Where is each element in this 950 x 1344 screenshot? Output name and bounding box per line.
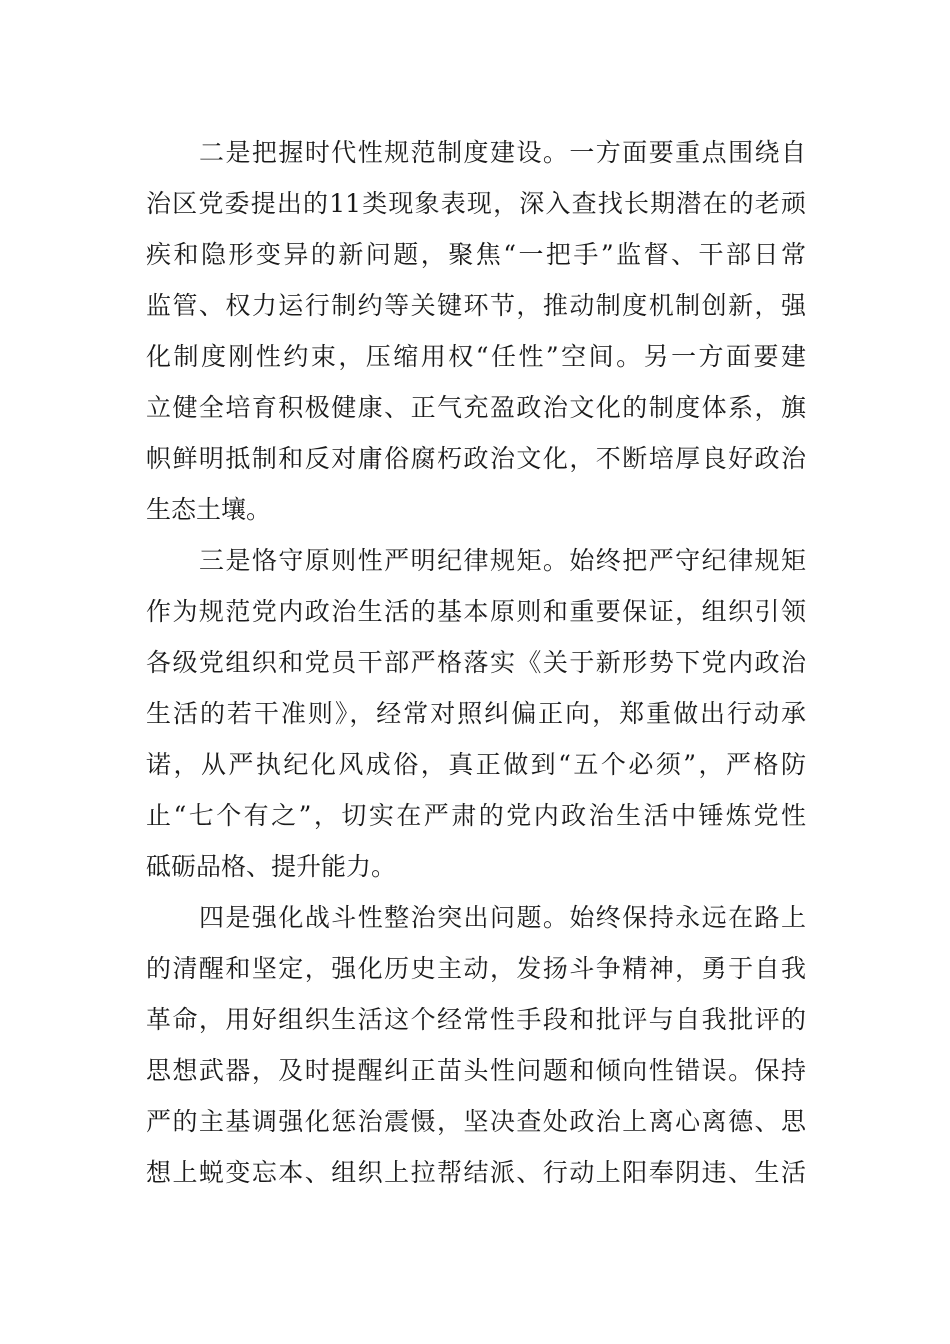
paragraph-line: 立健全培育积极健康、正气充盈政治文化的制度体系，旗 [146,393,806,422]
paragraph-line: 治区党委提出的11类现象表现，深入查找长期潜在的老顽 [146,189,806,218]
paragraph-line: 止“七个有之”，切实在严肃的党内政治生活中锤炼党性 [146,801,806,830]
paragraph-line: 思想武器，及时提醒纠正苗头性问题和倾向性错误。保持 [146,1056,806,1085]
paragraph-line: 各级党组织和党员干部严格落实《关于新形势下党内政治 [146,648,806,677]
paragraph-line: 革命，用好组织生活这个经常性手段和批评与自我批评的 [146,1005,806,1034]
paragraph-line: 想上蜕变忘本、组织上拉帮结派、行动上阳奉阴违、生活 [146,1158,806,1187]
paragraph-line: 监管、权力运行制约等关键环节，推动制度机制创新，强 [146,291,806,320]
paragraph-line: 作为规范党内政治生活的基本原则和重要保证，组织引领 [146,597,806,626]
paragraph-line: 三是恪守原则性严明纪律规矩。始终把严守纪律规矩 [199,546,806,575]
paragraph-line: 砥砺品格、提升能力。 [146,852,397,881]
paragraph-line: 诺，从严执纪化风成俗，真正做到“五个必须”，严格防 [146,750,806,779]
paragraph-line: 帜鲜明抵制和反对庸俗腐朽政治文化，不断培厚良好政治 [146,444,806,473]
paragraph-line: 疾和隐形变异的新问题，聚焦“一把手”监督、干部日常 [146,240,806,269]
paragraph-line: 化制度刚性约束，压缩用权“任性”空间。另一方面要建 [146,342,806,371]
paragraph-line: 四是强化战斗性整治突出问题。始终保持永远在路上 [199,903,806,932]
paragraph-line: 严的主基调强化惩治震慑，坚决查处政治上离心离德、思 [146,1107,806,1136]
paragraph-line: 生态土壤。 [146,495,272,524]
paragraph-line: 生活的若干准则》，经常对照纠偏正向，郑重做出行动承 [146,699,806,728]
paragraph-line: 的清醒和坚定，强化历史主动，发扬斗争精神，勇于自我 [146,954,806,983]
paragraph-line: 二是把握时代性规范制度建设。一方面要重点围绕自 [199,138,806,167]
